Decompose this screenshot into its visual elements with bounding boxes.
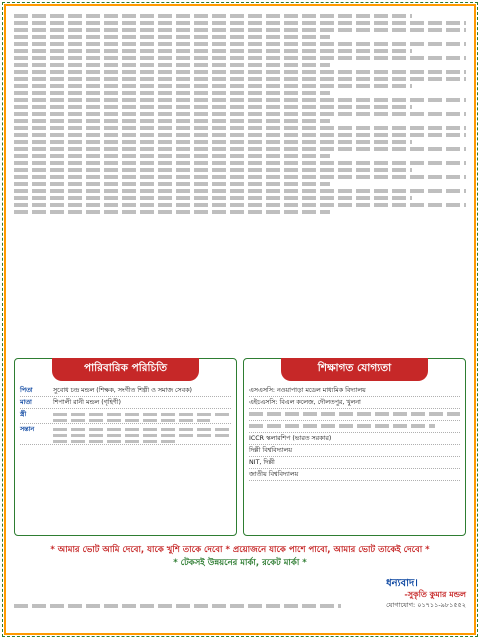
body-paragraph-placeholder	[14, 126, 466, 158]
body-paragraph-placeholder	[14, 98, 466, 123]
education-row: জাতীয় বিশ্ববিদ্যালয়	[249, 469, 460, 481]
education-row: এইচএসসি: বিএল কলেজ, দৌলতপুর, খুলনা	[249, 397, 460, 409]
family-row	[20, 409, 231, 424]
family-row-value: সুবোধ চন্দ্র মন্ডল (শিক্ষক, সংগীত শিল্পী ও সমাজ সেবক)	[53, 387, 192, 394]
family-row	[20, 385, 231, 397]
body-paragraph-placeholder	[14, 70, 466, 95]
education-row	[249, 409, 460, 421]
footer-right	[386, 578, 466, 611]
leaflet-frame	[4, 4, 476, 635]
info-columns	[14, 358, 466, 536]
thanks-text: ধন্যবাদ।	[386, 578, 418, 589]
family-section-title: পারিবারিক পরিচিতি	[52, 358, 200, 381]
education-section-title: শিক্ষাগত যোগ্যতা	[281, 358, 429, 381]
contact-phone: যোগাযোগ: ০১৭১১-৯৮১৫৫২	[386, 601, 466, 609]
family-row-key: স্ত্রী	[20, 411, 27, 418]
education-section	[243, 358, 466, 536]
body-paragraph-placeholder	[14, 189, 466, 214]
leaflet-body	[14, 12, 466, 352]
footer-closing	[14, 602, 386, 611]
family-row	[20, 397, 231, 409]
education-row: ICCR স্কলারশিপ (ভারত সরকার)	[249, 433, 460, 445]
slogan-line: * টেকসই উন্নয়নের মার্কা, রকেট মার্কা *	[173, 558, 307, 568]
family-row-key: মাতা	[20, 399, 32, 406]
education-row: এসএসসি: নওয়াপাড়া মডেল মাধ্যমিক বিদ্যালয়	[249, 385, 460, 397]
family-section	[14, 358, 237, 536]
family-row-key: পিতা	[20, 387, 33, 394]
family-row	[20, 424, 231, 445]
slogan-line: * আমার ভোট আমি দেবো, যাকে খুশি তাকে দেবো * প্রয়োজনে যাকে পাশে পাবো, আমার ভোট তাকেই দেবো *	[50, 545, 430, 555]
education-row: দিল্লী বিশ্ববিদ্যালয়	[249, 445, 460, 457]
education-row: NIT, দিল্লী	[249, 457, 460, 469]
leaflet-footer	[14, 578, 466, 611]
family-row-value	[53, 425, 231, 443]
body-paragraph-placeholder	[14, 161, 466, 186]
family-row-key: সন্তান	[20, 426, 35, 433]
education-row	[249, 421, 460, 433]
family-row-value: শিপালী রানী মন্ডল (গৃহিণী)	[53, 399, 121, 406]
body-paragraph-placeholder	[14, 14, 466, 39]
family-row-value	[53, 410, 231, 422]
body-paragraph-placeholder	[14, 42, 466, 67]
signature-text: -সুকৃতি কুমার মন্ডল	[404, 590, 466, 599]
